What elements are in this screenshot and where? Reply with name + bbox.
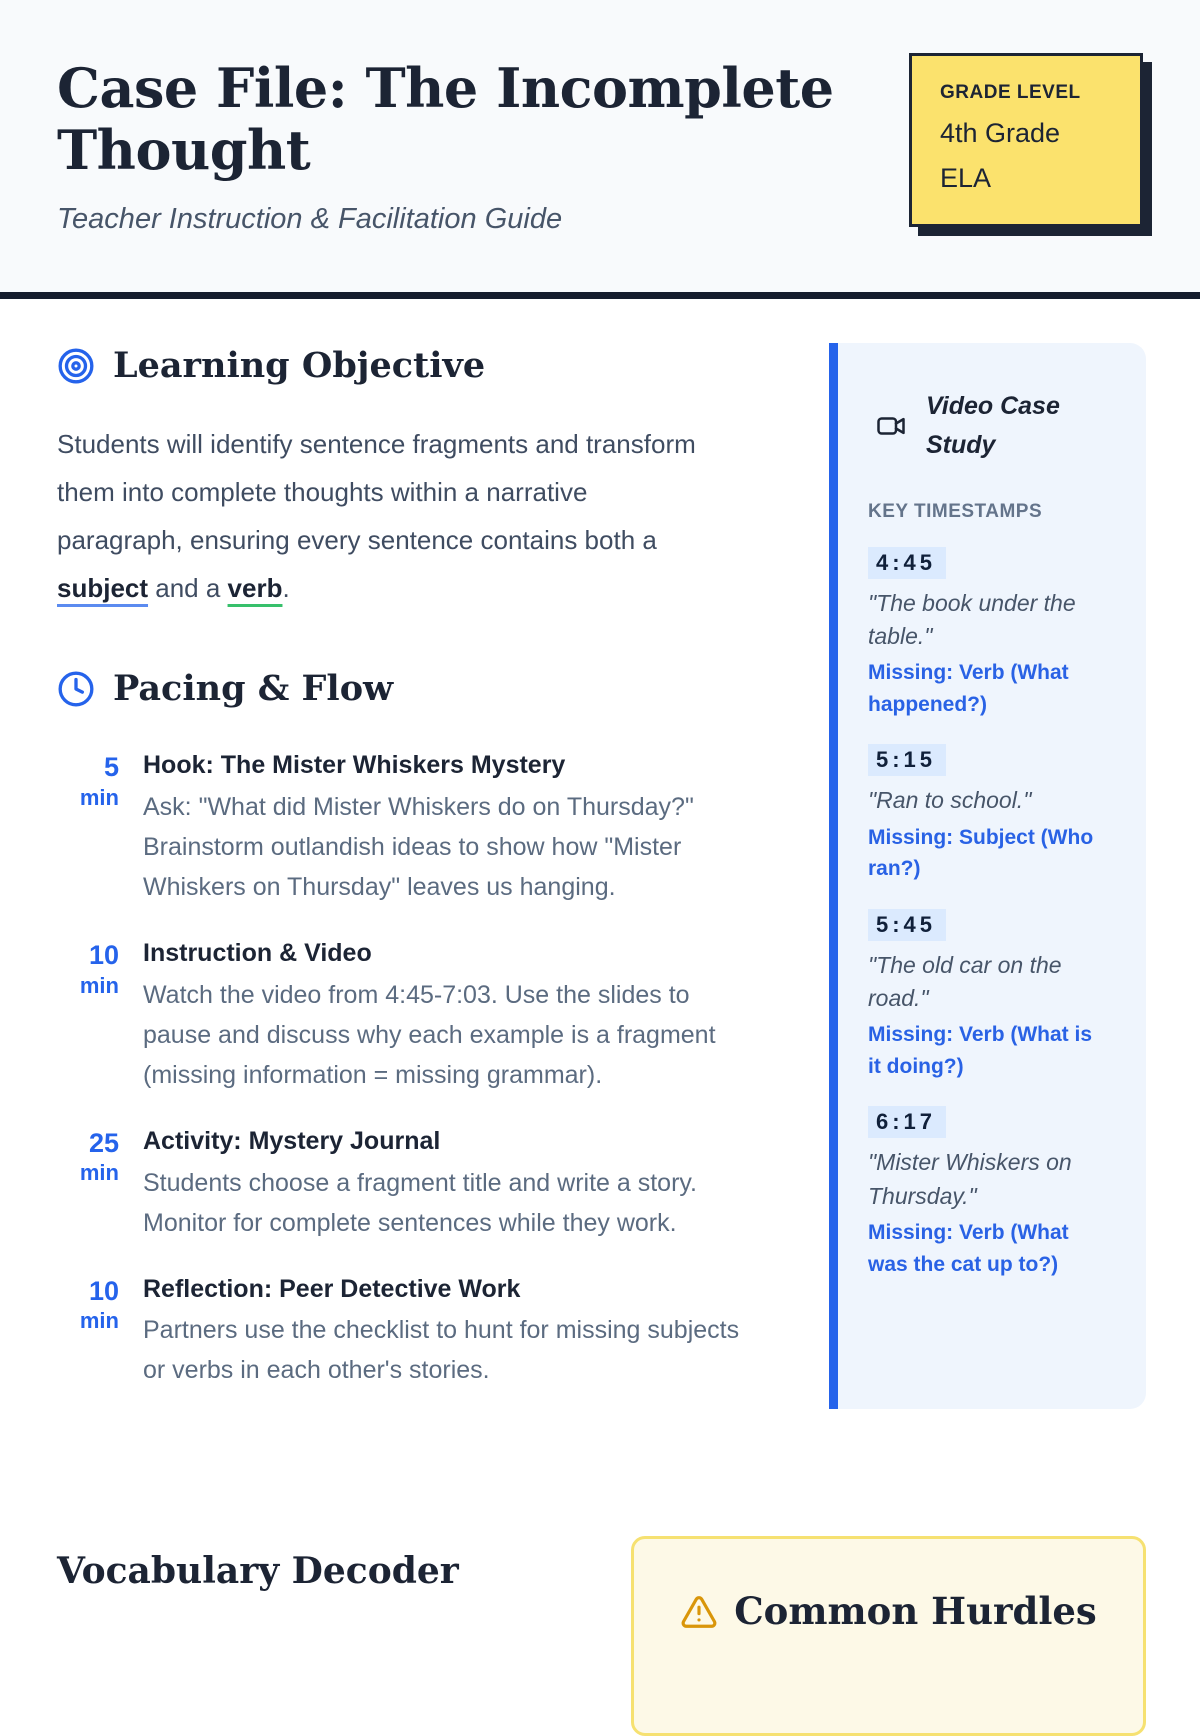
video-camera-icon bbox=[876, 411, 906, 441]
timestamp-chip: 4:45 bbox=[868, 547, 946, 579]
content-area bbox=[0, 299, 1200, 1420]
pacing-flow-heading bbox=[57, 668, 747, 709]
timestamp-quote: "The old car on the road." bbox=[868, 951, 1062, 1011]
clock-icon bbox=[57, 670, 95, 708]
duration-number: 10 bbox=[88, 1275, 119, 1306]
timestamp-entry bbox=[868, 547, 1120, 721]
page-title: Case File: The Incomplete Thought bbox=[57, 56, 834, 182]
sidebar-title bbox=[876, 387, 1106, 465]
objective-text-before: Students will identify sentence fragments and transform them into complete thoughts within a narrative paragraph, ensuring every sentence contains both a bbox=[57, 429, 696, 556]
video-case-study-sidebar bbox=[829, 343, 1146, 1409]
duration-badge bbox=[57, 749, 119, 907]
target-icon bbox=[57, 347, 95, 385]
timestamp-entry bbox=[868, 744, 1120, 884]
timestamp-quote: "The book under the table." bbox=[868, 589, 1076, 649]
pacing-flow-section bbox=[57, 668, 747, 1390]
sidebar-accent-bar bbox=[829, 343, 838, 1409]
pacing-item bbox=[57, 1125, 747, 1243]
main-column bbox=[57, 345, 747, 1420]
header bbox=[0, 0, 1200, 299]
duration-badge bbox=[57, 1125, 119, 1243]
key-timestamps-label: KEY TIMESTAMPS bbox=[868, 500, 1043, 522]
duration-unit: min bbox=[79, 1308, 119, 1334]
learning-objective-heading-text: Learning Objective bbox=[113, 345, 486, 387]
timestamp-missing-note: Missing: Subject (Who ran?) bbox=[868, 825, 1094, 881]
duration-badge bbox=[57, 1273, 119, 1391]
warning-triangle-icon bbox=[680, 1593, 718, 1631]
sidebar-panel bbox=[838, 343, 1146, 1409]
pacing-flow-heading-text: Pacing & Flow bbox=[113, 668, 394, 710]
pacing-item-title: Activity: Mystery Journal bbox=[143, 1126, 441, 1155]
duration-number: 10 bbox=[88, 940, 119, 971]
timestamp-chip: 5:15 bbox=[868, 744, 946, 776]
pacing-item-description: Students choose a fragment title and write a story. Monitor for complete sentences while they work. bbox=[143, 1168, 697, 1237]
learning-objective-section bbox=[57, 345, 747, 612]
pacing-item-title: Hook: The Mister Whiskers Mystery bbox=[143, 751, 566, 780]
pacing-item-body bbox=[143, 937, 747, 1095]
timestamp-chip: 5:45 bbox=[868, 909, 946, 941]
duration-unit: min bbox=[79, 1160, 119, 1186]
pacing-item-body bbox=[143, 749, 747, 907]
pacing-item bbox=[57, 749, 747, 907]
timestamp-missing-note: Missing: Verb (What happened?) bbox=[868, 661, 1069, 716]
duration-unit: min bbox=[79, 972, 119, 998]
page-subtitle: Teacher Instruction & Facilitation Guide bbox=[57, 203, 563, 236]
timestamp-missing-note: Missing: Verb (What is it doing?) bbox=[868, 1023, 1093, 1078]
duration-unit: min bbox=[79, 784, 119, 810]
objective-text-middle: and a bbox=[148, 573, 228, 604]
objective-paragraph bbox=[57, 420, 697, 612]
vocabulary-decoder-heading: Vocabulary Decoder bbox=[57, 1550, 459, 1593]
pacing-list bbox=[57, 749, 747, 1390]
timestamp-entry bbox=[868, 1106, 1120, 1280]
pacing-item-description: Partners use the checklist to hunt for missing subjects or verbs in each other's stories. bbox=[143, 1316, 740, 1385]
timestamp-quote: "Mister Whiskers on Thursday." bbox=[868, 1149, 1072, 1209]
timestamp-quote: "Ran to school." bbox=[868, 787, 1032, 814]
timestamp-entry bbox=[868, 909, 1120, 1083]
bottom-section bbox=[0, 1536, 1200, 1736]
grade-subject-value: ELA bbox=[940, 163, 992, 193]
common-hurdles-box bbox=[631, 1536, 1146, 1736]
verb-keyword: verb bbox=[227, 573, 283, 604]
duration-number: 5 bbox=[103, 752, 119, 783]
pacing-item-title: Instruction & Video bbox=[143, 939, 372, 968]
grade-level-badge bbox=[909, 53, 1143, 227]
pacing-item-body bbox=[143, 1125, 747, 1243]
pacing-item bbox=[57, 937, 747, 1095]
subject-keyword: subject bbox=[57, 573, 149, 604]
pacing-item-description: Ask: "What did Mister Whiskers do on Thursday?" Brainstorm outlandish ideas to show how "Mister Whiskers on Thursday" leaves us hanging. bbox=[143, 793, 694, 902]
sidebar-title-text: Video Case Study bbox=[926, 392, 1060, 459]
pacing-item-description: Watch the video from 4:45-7:03. Use the slides to pause and discuss why each example is a fragment (missing information = missing grammar). bbox=[143, 980, 716, 1089]
pacing-item bbox=[57, 1273, 747, 1391]
common-hurdles-heading: Common Hurdles bbox=[734, 1589, 1097, 1634]
grade-level-value: 4th Grade bbox=[940, 118, 1061, 148]
timestamp-missing-note: Missing: Verb (What was the cat up to?) bbox=[868, 1221, 1069, 1276]
duration-badge bbox=[57, 937, 119, 1095]
pacing-item-body bbox=[143, 1273, 747, 1391]
timestamp-chip: 6:17 bbox=[868, 1106, 946, 1138]
pacing-item-title: Reflection: Peer Detective Work bbox=[143, 1274, 521, 1303]
duration-number: 25 bbox=[88, 1127, 119, 1158]
learning-objective-heading bbox=[57, 345, 747, 386]
grade-level-label: GRADE LEVEL bbox=[940, 82, 1081, 103]
objective-text-after: . bbox=[282, 573, 290, 604]
